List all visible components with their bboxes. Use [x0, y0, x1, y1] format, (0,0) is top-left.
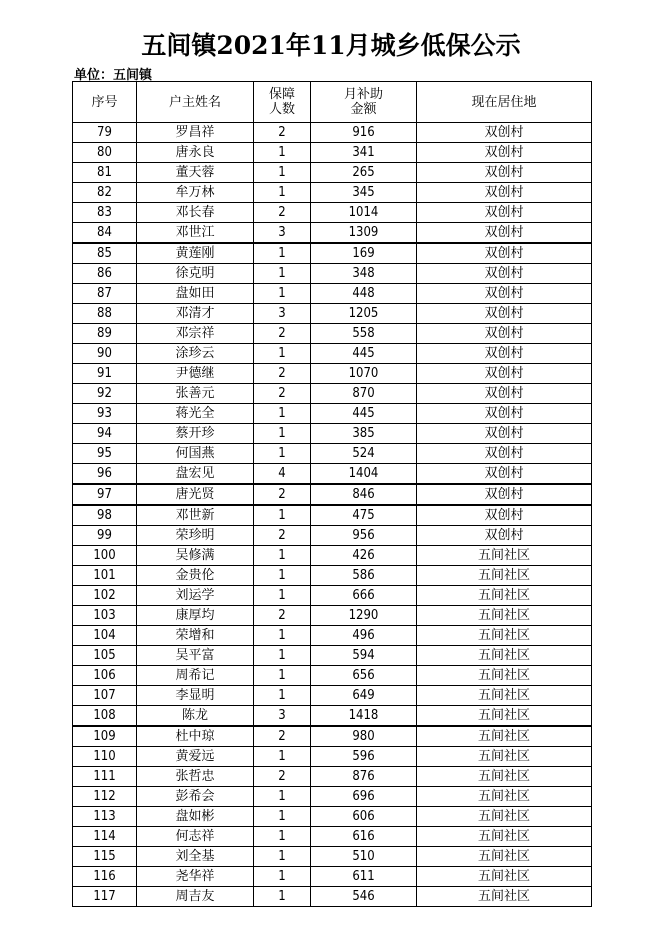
table-row — [73, 424, 592, 444]
row-name: 吴修满 — [137, 546, 254, 566]
header-amount-line1: 月补助 — [343, 87, 383, 102]
row-name: 蒋光全 — [137, 404, 254, 424]
row-amount: 445 — [311, 404, 417, 424]
row-name: 金贵伦 — [137, 566, 254, 586]
row-count: 1 — [254, 264, 311, 284]
row-seq: 111 — [73, 767, 137, 787]
row-name: 张哲忠 — [137, 767, 254, 787]
row-name: 邓清才 — [137, 304, 254, 324]
row-count: 4 — [254, 464, 311, 485]
table-row — [73, 586, 592, 606]
row-address: 五间社区 — [417, 887, 592, 907]
row-name: 尹德继 — [137, 364, 254, 384]
row-seq: 95 — [73, 444, 137, 464]
row-address: 双创村 — [417, 123, 592, 143]
table-row — [73, 807, 592, 827]
row-seq: 96 — [73, 464, 137, 485]
row-seq: 98 — [73, 505, 137, 526]
row-count: 1 — [254, 787, 311, 807]
row-amount: 916 — [311, 123, 417, 143]
row-seq: 93 — [73, 404, 137, 424]
row-address: 双创村 — [417, 505, 592, 526]
row-name: 尧华祥 — [137, 867, 254, 887]
table-row — [73, 284, 592, 304]
table-row — [73, 324, 592, 344]
row-name: 刘全基 — [137, 847, 254, 867]
row-amount: 1418 — [311, 706, 417, 727]
row-count: 1 — [254, 143, 311, 163]
table-row — [73, 304, 592, 324]
table-row — [73, 646, 592, 666]
row-count: 1 — [254, 505, 311, 526]
row-count: 1 — [254, 887, 311, 907]
row-address: 双创村 — [417, 284, 592, 304]
row-name: 邓世新 — [137, 505, 254, 526]
row-address: 双创村 — [417, 324, 592, 344]
row-count: 1 — [254, 586, 311, 606]
row-count: 1 — [254, 747, 311, 767]
row-name: 涂珍云 — [137, 344, 254, 364]
row-seq: 86 — [73, 264, 137, 284]
table-row — [73, 444, 592, 464]
row-name: 康厚均 — [137, 606, 254, 626]
row-count: 1 — [254, 566, 311, 586]
row-name: 刘运学 — [137, 586, 254, 606]
row-address: 双创村 — [417, 404, 592, 424]
row-count: 2 — [254, 726, 311, 747]
row-seq: 97 — [73, 484, 137, 505]
row-count: 2 — [254, 526, 311, 546]
table-row — [73, 566, 592, 586]
table-row — [73, 264, 592, 284]
row-amount: 1070 — [311, 364, 417, 384]
row-address: 双创村 — [417, 464, 592, 485]
row-seq: 79 — [73, 123, 137, 143]
row-amount: 586 — [311, 566, 417, 586]
header-address: 现在居住地 — [417, 82, 592, 123]
unit-label: 单位：五间镇 — [74, 68, 153, 83]
row-address: 五间社区 — [417, 827, 592, 847]
row-seq: 117 — [73, 887, 137, 907]
table-row — [73, 606, 592, 626]
table-row — [73, 243, 592, 264]
row-name: 唐光贤 — [137, 484, 254, 505]
row-seq: 94 — [73, 424, 137, 444]
row-seq: 103 — [73, 606, 137, 626]
row-address: 五间社区 — [417, 807, 592, 827]
row-seq: 112 — [73, 787, 137, 807]
row-count: 1 — [254, 424, 311, 444]
row-amount: 616 — [311, 827, 417, 847]
row-amount: 611 — [311, 867, 417, 887]
row-address: 五间社区 — [417, 706, 592, 727]
row-name: 陈龙 — [137, 706, 254, 727]
table-row — [73, 827, 592, 847]
row-address: 双创村 — [417, 384, 592, 404]
row-seq: 99 — [73, 526, 137, 546]
row-name: 吴平富 — [137, 646, 254, 666]
row-address: 双创村 — [417, 143, 592, 163]
table-row — [73, 626, 592, 646]
row-address: 五间社区 — [417, 646, 592, 666]
row-amount: 546 — [311, 887, 417, 907]
row-count: 1 — [254, 163, 311, 183]
row-count: 3 — [254, 304, 311, 324]
row-amount: 846 — [311, 484, 417, 505]
row-address: 双创村 — [417, 304, 592, 324]
row-address: 五间社区 — [417, 767, 592, 787]
row-amount: 876 — [311, 767, 417, 787]
row-address: 双创村 — [417, 163, 592, 183]
row-count: 2 — [254, 123, 311, 143]
row-address: 五间社区 — [417, 606, 592, 626]
row-amount: 558 — [311, 324, 417, 344]
table-header-row — [73, 82, 592, 123]
row-amount: 666 — [311, 586, 417, 606]
table-row — [73, 464, 592, 485]
table-row — [73, 123, 592, 143]
row-amount: 475 — [311, 505, 417, 526]
row-seq: 88 — [73, 304, 137, 324]
row-address: 五间社区 — [417, 726, 592, 747]
row-amount: 345 — [311, 183, 417, 203]
row-address: 双创村 — [417, 264, 592, 284]
row-amount: 1309 — [311, 223, 417, 244]
row-count: 1 — [254, 666, 311, 686]
table-row — [73, 143, 592, 163]
table-row — [73, 364, 592, 384]
row-address: 双创村 — [417, 444, 592, 464]
row-name: 李显明 — [137, 686, 254, 706]
row-count: 1 — [254, 827, 311, 847]
row-name: 盘如彬 — [137, 807, 254, 827]
row-address: 五间社区 — [417, 867, 592, 887]
row-count: 1 — [254, 686, 311, 706]
row-name: 邓宗祥 — [137, 324, 254, 344]
row-count: 2 — [254, 484, 311, 505]
row-count: 2 — [254, 384, 311, 404]
row-amount: 341 — [311, 143, 417, 163]
row-seq: 84 — [73, 223, 137, 244]
header-count-line1: 保障 — [268, 87, 295, 102]
row-seq: 82 — [73, 183, 137, 203]
row-seq: 115 — [73, 847, 137, 867]
table-row — [73, 344, 592, 364]
row-count: 3 — [254, 223, 311, 244]
row-address: 双创村 — [417, 424, 592, 444]
table-row — [73, 384, 592, 404]
row-amount: 1014 — [311, 203, 417, 223]
row-address: 五间社区 — [417, 586, 592, 606]
row-seq: 106 — [73, 666, 137, 686]
row-seq: 116 — [73, 867, 137, 887]
table-row — [73, 526, 592, 546]
row-seq: 92 — [73, 384, 137, 404]
row-address: 五间社区 — [417, 686, 592, 706]
row-name: 彭希会 — [137, 787, 254, 807]
row-amount: 1404 — [311, 464, 417, 485]
row-count: 1 — [254, 847, 311, 867]
table-row — [73, 404, 592, 424]
row-count: 1 — [254, 243, 311, 264]
row-address: 五间社区 — [417, 626, 592, 646]
row-seq: 104 — [73, 626, 137, 646]
table-row — [73, 546, 592, 566]
row-address: 双创村 — [417, 344, 592, 364]
row-name: 何国燕 — [137, 444, 254, 464]
row-name: 张善元 — [137, 384, 254, 404]
row-address: 五间社区 — [417, 787, 592, 807]
row-amount: 649 — [311, 686, 417, 706]
row-count: 1 — [254, 404, 311, 424]
row-count: 1 — [254, 807, 311, 827]
row-amount: 496 — [311, 626, 417, 646]
table-row — [73, 223, 592, 244]
subsidy-table — [72, 81, 592, 907]
row-amount: 1205 — [311, 304, 417, 324]
table-row — [73, 706, 592, 727]
row-name: 蔡开珍 — [137, 424, 254, 444]
table-row — [73, 767, 592, 787]
row-amount: 169 — [311, 243, 417, 264]
row-seq: 83 — [73, 203, 137, 223]
row-amount: 1290 — [311, 606, 417, 626]
row-seq: 100 — [73, 546, 137, 566]
row-name: 邓世江 — [137, 223, 254, 244]
table-row — [73, 666, 592, 686]
row-name: 徐克明 — [137, 264, 254, 284]
row-name: 杜中琼 — [137, 726, 254, 747]
row-amount: 524 — [311, 444, 417, 464]
row-name: 荣珍明 — [137, 526, 254, 546]
row-count: 1 — [254, 626, 311, 646]
row-count: 1 — [254, 344, 311, 364]
header-amount — [311, 82, 417, 123]
row-count: 1 — [254, 183, 311, 203]
row-name: 黄莲刚 — [137, 243, 254, 264]
row-amount: 348 — [311, 264, 417, 284]
row-count: 1 — [254, 646, 311, 666]
row-count: 2 — [254, 203, 311, 223]
row-seq: 85 — [73, 243, 137, 264]
row-count: 2 — [254, 767, 311, 787]
table-row — [73, 747, 592, 767]
header-name: 户主姓名 — [137, 82, 254, 123]
row-seq: 80 — [73, 143, 137, 163]
row-amount: 426 — [311, 546, 417, 566]
table-row — [73, 203, 592, 223]
row-address: 双创村 — [417, 243, 592, 264]
row-seq: 87 — [73, 284, 137, 304]
row-count: 2 — [254, 364, 311, 384]
row-seq: 101 — [73, 566, 137, 586]
row-seq: 90 — [73, 344, 137, 364]
table-row — [73, 484, 592, 505]
table-row — [73, 787, 592, 807]
row-address: 五间社区 — [417, 666, 592, 686]
row-address: 双创村 — [417, 526, 592, 546]
row-name: 荣增和 — [137, 626, 254, 646]
row-seq: 89 — [73, 324, 137, 344]
table-row — [73, 847, 592, 867]
row-seq: 102 — [73, 586, 137, 606]
row-name: 盘宏见 — [137, 464, 254, 485]
table-row — [73, 163, 592, 183]
row-seq: 108 — [73, 706, 137, 727]
row-amount: 445 — [311, 344, 417, 364]
row-address: 双创村 — [417, 203, 592, 223]
row-amount: 870 — [311, 384, 417, 404]
row-name: 邓长春 — [137, 203, 254, 223]
row-amount: 510 — [311, 847, 417, 867]
header-count — [254, 82, 311, 123]
row-address: 双创村 — [417, 183, 592, 203]
row-seq: 114 — [73, 827, 137, 847]
row-name: 唐永良 — [137, 143, 254, 163]
header-seq: 序号 — [73, 82, 137, 123]
row-name: 罗昌祥 — [137, 123, 254, 143]
row-name: 何志祥 — [137, 827, 254, 847]
row-seq: 107 — [73, 686, 137, 706]
row-seq: 81 — [73, 163, 137, 183]
row-address: 五间社区 — [417, 847, 592, 867]
table-body — [73, 123, 592, 907]
row-seq: 110 — [73, 747, 137, 767]
row-name: 董天蓉 — [137, 163, 254, 183]
row-address: 五间社区 — [417, 566, 592, 586]
row-amount: 265 — [311, 163, 417, 183]
header-count-line2: 人数 — [268, 102, 295, 117]
row-count: 3 — [254, 706, 311, 727]
table-row — [73, 183, 592, 203]
row-name: 盘如田 — [137, 284, 254, 304]
table-row — [73, 505, 592, 526]
row-name: 周希记 — [137, 666, 254, 686]
row-address: 双创村 — [417, 484, 592, 505]
table-row — [73, 867, 592, 887]
row-amount: 596 — [311, 747, 417, 767]
row-count: 2 — [254, 324, 311, 344]
row-seq: 91 — [73, 364, 137, 384]
page-title: 五间镇2021年11月城乡低保公示 — [141, 31, 521, 60]
table-row — [73, 726, 592, 747]
row-count: 2 — [254, 606, 311, 626]
row-address: 双创村 — [417, 364, 592, 384]
row-amount: 606 — [311, 807, 417, 827]
row-amount: 656 — [311, 666, 417, 686]
row-name: 周吉友 — [137, 887, 254, 907]
row-count: 1 — [254, 867, 311, 887]
row-amount: 448 — [311, 284, 417, 304]
row-seq: 105 — [73, 646, 137, 666]
row-count: 1 — [254, 284, 311, 304]
row-name: 黄爱远 — [137, 747, 254, 767]
row-address: 五间社区 — [417, 546, 592, 566]
row-amount: 385 — [311, 424, 417, 444]
row-seq: 109 — [73, 726, 137, 747]
row-amount: 956 — [311, 526, 417, 546]
row-address: 五间社区 — [417, 747, 592, 767]
row-seq: 113 — [73, 807, 137, 827]
header-amount-line2: 金额 — [350, 102, 377, 117]
table-row — [73, 887, 592, 907]
row-address: 双创村 — [417, 223, 592, 244]
row-amount: 594 — [311, 646, 417, 666]
row-count: 1 — [254, 444, 311, 464]
row-name: 牟万林 — [137, 183, 254, 203]
table-row — [73, 686, 592, 706]
row-amount: 696 — [311, 787, 417, 807]
row-amount: 980 — [311, 726, 417, 747]
row-count: 1 — [254, 546, 311, 566]
